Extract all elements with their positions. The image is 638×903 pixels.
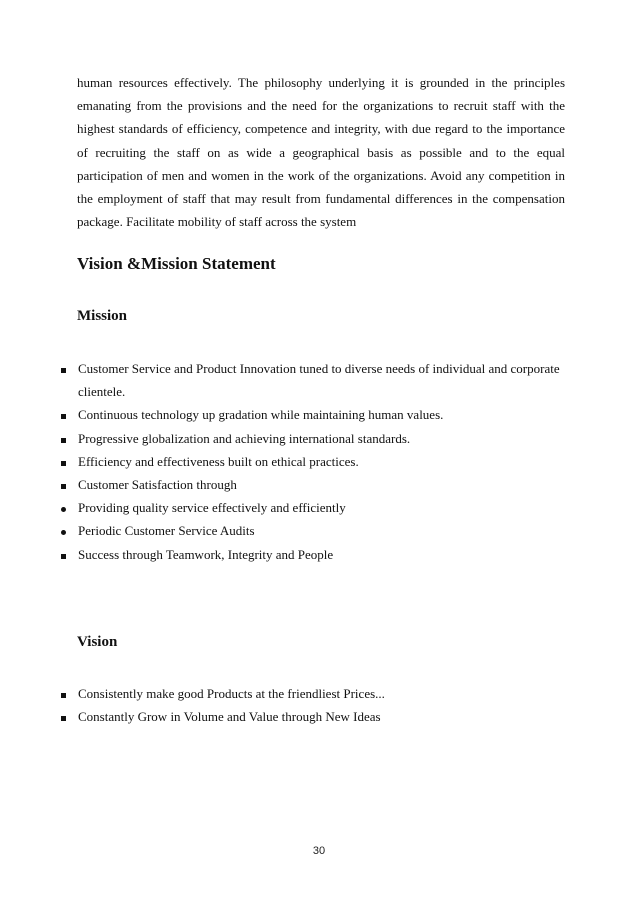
mission-item-text: Continuous technology up gradation while maintaining human values.	[78, 407, 444, 423]
mission-heading: Mission	[77, 308, 128, 324]
intro-paragraph: human resources effectively. The philosophy underlying it is grounded in the principles emanating from the provisions and the need for the organizations to recruit staff with the highest standards of efficiency, competence and integrity, with due regard to the importance of recruiting the staff on as wide a geographical basis as possible and to the equal participation of men and women in the work of the organizations. Avoid any competition in the employment of staff that may result from fundamental differences in the compensation package. Facilitate mobility of staff across the system	[77, 75, 565, 230]
mission-item-text: Success through Teamwork, Integrity and People	[78, 546, 334, 562]
square-bullet-icon	[59, 450, 71, 473]
mission-item-text: Providing quality service effectively and efficiently	[78, 500, 346, 516]
vision-item-text: Consistently make good Products at the friendliest Prices...	[78, 686, 385, 701]
list-item	[59, 519, 569, 542]
list-item	[59, 403, 569, 426]
mission-list	[59, 357, 569, 566]
list-item	[59, 357, 569, 403]
mission-item-text: Progressive globalization and achieving international standards.	[78, 430, 411, 446]
dot-bullet-icon	[59, 496, 71, 519]
list-item	[59, 450, 569, 473]
square-bullet-icon	[59, 682, 71, 705]
dot-bullet-icon	[59, 519, 71, 542]
square-bullet-icon	[59, 357, 71, 380]
square-bullet-icon	[59, 403, 71, 426]
square-bullet-icon	[59, 473, 71, 496]
page-number: 30	[312, 845, 326, 857]
section-title: Vision &Mission Statement	[77, 254, 276, 273]
square-bullet-icon	[59, 543, 71, 566]
list-item	[59, 473, 569, 496]
list-item	[59, 682, 569, 705]
vision-item-text: Constantly Grow in Volume and Value through New Ideas	[78, 709, 381, 725]
square-bullet-icon	[59, 705, 71, 728]
square-bullet-icon	[59, 427, 71, 450]
list-item	[59, 427, 569, 450]
list-item	[59, 543, 569, 566]
mission-item-text: Customer Service and Product Innovation tuned to diverse needs of individual and corporate clientele.	[78, 361, 560, 400]
mission-item-text: Periodic Customer Service Audits	[78, 523, 255, 539]
mission-item-text: Efficiency and effectiveness built on ethical practices.	[78, 453, 359, 469]
mission-item-text: Customer Satisfaction through	[78, 477, 237, 493]
list-item	[59, 705, 569, 728]
vision-heading: Vision	[77, 634, 118, 650]
vision-list	[59, 682, 569, 728]
list-item	[59, 496, 569, 519]
